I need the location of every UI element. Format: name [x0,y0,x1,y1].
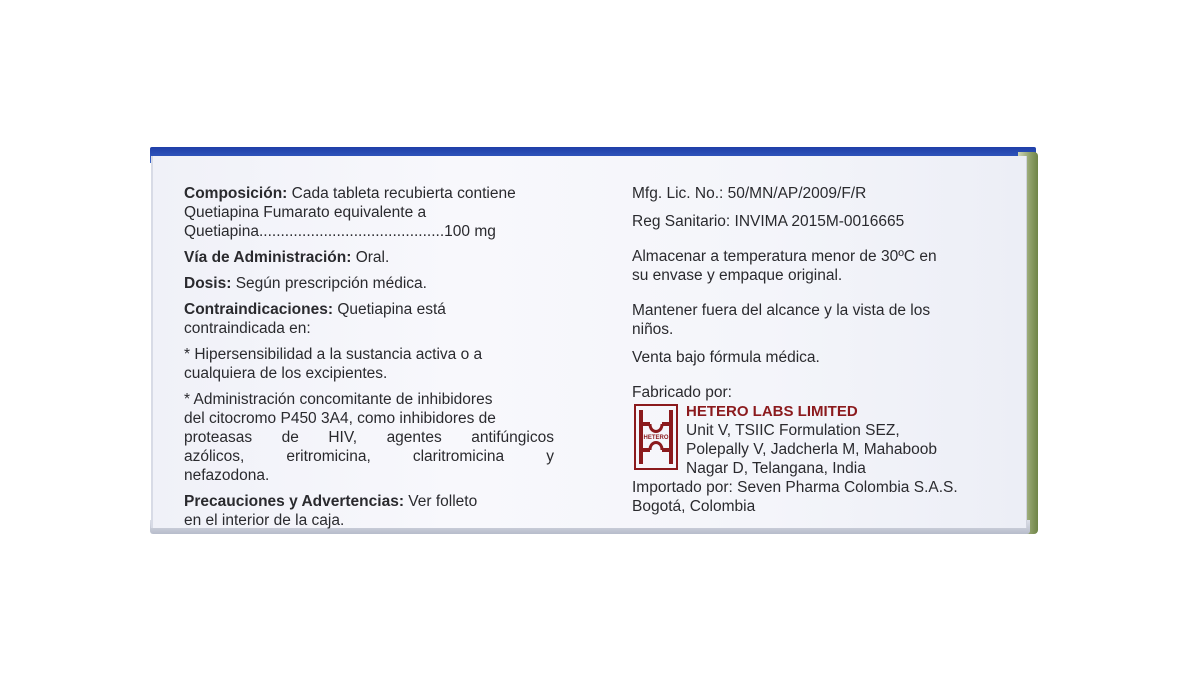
manufacturer-name: HETERO LABS LIMITED [686,403,858,420]
word: agentes [386,429,442,446]
composicion-text: Cada tableta recubierta contiene [291,185,516,202]
via-label: Vía de Administración: [184,249,352,266]
sale-note: Venta bajo fórmula médica. [632,349,820,366]
word: y [546,448,554,465]
contra-label: Contraindicaciones: [184,301,333,318]
via-text: Oral. [355,249,390,266]
contra-line-2: contraindicada en: [184,320,311,337]
keep-line-2: niños. [632,321,674,338]
item2-line-4 [184,447,554,466]
dosis-block [184,274,554,293]
mfg-license: Mfg. Lic. No.: 50/MN/AP/2009/F/R [632,185,867,202]
prec-label: Precauciones y Advertencias: [184,493,404,510]
item1-line-2: cualquiera de los excipientes. [184,365,388,382]
prec-line-2: en el interior de la caja. [184,512,345,529]
box-side-panel [151,156,1027,528]
manufacturer-text [686,402,937,478]
word: eritromicina, [286,448,371,465]
composicion-line-3: Quetiapina...........................................100 mg [184,223,496,240]
word: proteasas [184,429,253,446]
item2-line-5: nefazodona. [184,467,270,484]
dosis-text: Según prescripción médica. [235,275,427,292]
left-column [184,184,554,537]
importer-line-2: Bogotá, Colombia [632,498,756,515]
fabricado-label: Fabricado por: [632,384,732,401]
via-block [184,248,554,267]
right-column [632,184,1002,516]
importer-line-1: Importado por: Seven Pharma Colombia S.A.S. [632,479,958,496]
keep-away-note [632,301,1002,339]
item2-line-1: * Administración concomitante de inhibidores [184,391,493,408]
word: claritromicina [412,448,505,465]
contra-item-2 [184,390,554,485]
storage-line-2: su envase y empaque original. [632,267,843,284]
composicion-line-2: Quetiapina Fumarato equivalente a [184,204,427,221]
keep-line-1: Mantener fuera del alcance y la vista de los [632,302,931,319]
dosis-label: Dosis: [184,275,232,292]
contraindicaciones-block [184,300,554,338]
svg-text:HETERO: HETERO [643,435,669,441]
manufacturer-address-2: Polepally V, Jadcherla M, Mahaboob [686,441,938,458]
manufacturer-address-3: Nagar D, Telangana, India [686,460,866,477]
word: de [281,429,299,446]
precauciones-block [184,492,554,530]
prec-text: Ver folleto [408,493,478,510]
item2-line-2: del citocromo P450 3A4, como inhibidores de [184,410,496,427]
word: HIV, [328,429,358,446]
composicion-label: Composición: [184,185,288,202]
contra-text: Quetiapina está [337,301,446,318]
contra-item-1 [184,345,554,383]
manufacturer-address-1: Unit V, TSIIC Formulation SEZ, [686,422,900,439]
storage-note [632,247,1002,285]
word: azólicos, [184,448,245,465]
item2-line-3 [184,428,554,447]
hetero-logo-icon [634,404,678,470]
word: antifúngicos [471,429,554,446]
item1-line-1: * Hipersensibilidad a la sustancia activa o a [184,346,483,363]
reg-sanitario: Reg Sanitario: INVIMA 2015M-0016665 [632,213,905,230]
composicion-block [184,184,554,241]
storage-line-1: Almacenar a temperatura menor de 30ºC en [632,248,937,265]
manufacturer-block [632,402,1002,478]
